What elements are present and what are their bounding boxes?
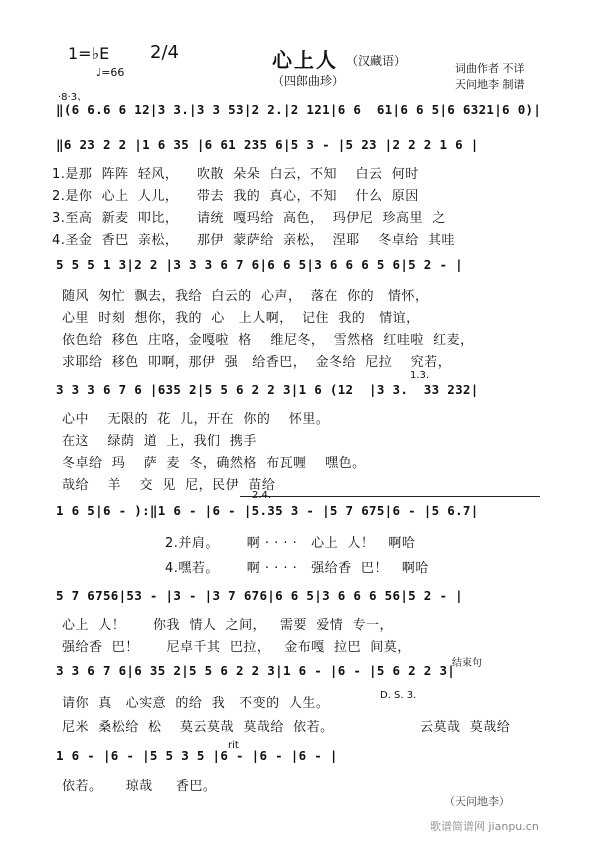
- lyric-line: 在这 绿荫 道 上，我们 携手: [62, 434, 257, 449]
- rit-mark: rit: [228, 740, 239, 751]
- tempo-mark: ♩=66: [96, 66, 125, 79]
- fine-mark: 结束句: [452, 658, 482, 669]
- notation-line-2: 5 5 5 1 3|2 2 |3 3 3 6 7 6|6 6 5|3 6 6 6 5 6|5 2 - |: [56, 257, 463, 272]
- composer-credit: 词曲作者 不详: [455, 62, 525, 75]
- lyric-line: 依若。 琼哉 香巴。: [62, 779, 217, 794]
- lyric-line: 2.是你 心上 人儿， 带去 我的 真心，不知 什么 原因: [52, 189, 419, 204]
- lyric-line: 冬卓给 玛 萨 麦 冬，确然格 布瓦喱 嘿色。: [62, 456, 366, 471]
- lyric-line: 随风 匆忙 飘去，我给 白云的 心声， 落在 你的 情怀，: [62, 289, 429, 304]
- lyric-line: 请你 真 心实意 的给 我 不变的 人生。: [62, 696, 330, 711]
- lyric-line: 求耶给 移色 叩啊，那伊 强 给香巴， 金冬给 尼拉 究若，: [62, 355, 452, 370]
- notation-line-1: ‖6 23 2 2 |1 6 35 |6 61 235 6|5 3 - |5 23 |2 2 2 1 6 |: [56, 137, 479, 152]
- version-label: （四郎曲珍）: [272, 74, 345, 88]
- lyric-line: 心中 无限的 花 儿，开在 你的 怀里。: [62, 412, 330, 427]
- lyric-line: 1.是那 阵阵 轻风， 吹散 朵朵 白云，不知 白云 何时: [52, 167, 419, 182]
- notation-line-intro: ‖(6 6.6 6 12|3 3.|3 3 53|2 2.|2 121|6 6 61|6 6 5|6 6321|6 0)|: [56, 102, 542, 117]
- lyric-line: 3.至高 新麦 叩比， 请统 嘎玛给 高色， 玛伊尼 珍高里 之: [52, 211, 446, 226]
- page-title: 心上人: [272, 48, 338, 72]
- arranger-credit: 天问地李 制谱: [455, 78, 525, 91]
- lyric-line: 哉给 羊 交 见 尼，民伊 苗给: [62, 478, 276, 493]
- lyric-line: 云莫哉 莫哉给: [420, 720, 511, 735]
- lyric-line: 心里 时刻 想你，我的 心 上人啊， 记住 我的 情谊，: [62, 311, 420, 326]
- lyric-line: 强给香 巴！ 尼卓千其 巴拉， 金布嘎 拉巴 间莫，: [62, 640, 411, 655]
- lyric-line: 心上 人！ 你我 情人 之间， 需要 爱情 专一，: [62, 618, 394, 633]
- watermark: 歌谱简谱网 jianpu.cn: [430, 820, 539, 833]
- footer-credit: （天问地李）: [444, 795, 510, 808]
- notation-line-7: 1 6 - |6 - |5 5 3 5 |6 - |6 - |6 - |: [56, 748, 338, 763]
- lyric-line: 依色给 移色 庄咯，金嘎啦 格 维尼冬， 雪然格 红哇啦 红麦，: [62, 333, 474, 348]
- lyric-line: 4.圣金 香巴 亲松， 那伊 蒙萨给 亲松， 涅耶 冬卓给 其哇: [52, 233, 456, 248]
- volta-bracket: [240, 496, 540, 497]
- time-signature: 2/4: [150, 42, 179, 63]
- page-subtitle: （汉藏语）: [346, 54, 407, 68]
- ds-mark: D. S. 3.: [380, 690, 417, 701]
- notation-line-4: 1 6 5|6 - ):‖1 6 - |6 - |5.35 3 - |5 7 675|6 - |5 6.7|: [56, 503, 479, 518]
- intro-mark: ·8·3、: [58, 92, 88, 103]
- notation-line-6: 3 3 6 7 6|6 35 2|5 5 6 2 2 3|1 6 - |6 - |5 6 2 2 3|: [56, 663, 456, 678]
- key-signature: 1=♭E: [68, 44, 110, 63]
- lyric-line: 2.并肩。 啊 · · · · 心上 人！ 啊哈: [165, 536, 416, 551]
- notation-line-3: 3 3 3 6 7 6 |635 2|5 5 6 2 2 3|1 6 (12 |3 3. 33 232|: [56, 382, 479, 397]
- notation-line-5: 5 7 6756|53 - |3 - |3 7 676|6 6 5|3 6 6 6 56|5 2 - |: [56, 588, 463, 603]
- lyric-line: 尼米 桑松给 松 莫云莫哉 莫哉给 依若。: [62, 720, 334, 735]
- lyric-line: 4.嘿若。 啊 · · · · 强给香 巴！ 啊哈: [165, 561, 429, 576]
- volta-1-3: 1.3.: [410, 370, 430, 381]
